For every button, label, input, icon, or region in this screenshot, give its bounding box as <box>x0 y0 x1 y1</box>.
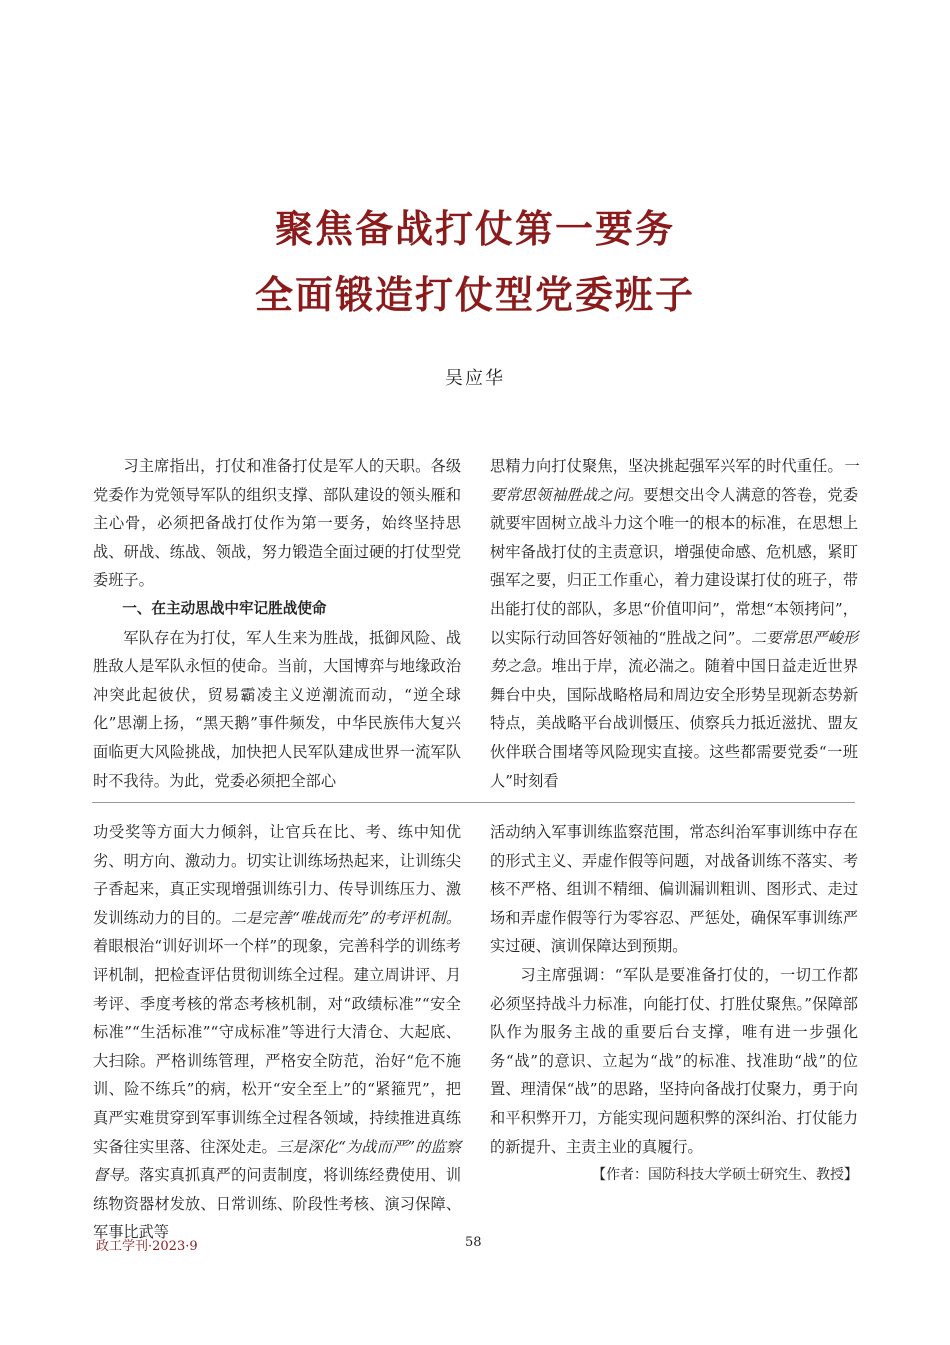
emphasis-text: 二是完善“唯战而先”的考评机制。 <box>230 908 462 927</box>
page-number: 58 <box>465 1235 482 1250</box>
emphasis-text: 二要常思严峻形势之急。 <box>490 628 859 676</box>
text-run: 要想交出令人满意的答卷，党委就要牢固树立战斗力这个唯一的根本的标准，在思想上树牢备战打仗的主责意识，增强使命感、危机感，紧盯强军之要，归正工作重心，着力建设谋打仗的班子，带出能打仗的部队，多思“价值叩问”，常想“本领拷问”，以实际行动回答好领袖的“胜战之问”。 <box>490 485 859 647</box>
section-heading: 一、在主动思战中牢记胜战使命 <box>122 599 327 617</box>
lower-left-column <box>93 818 461 1247</box>
article-title-line1: 聚焦备战打仗第一要务 <box>274 207 675 251</box>
lower-right-column <box>490 818 858 1190</box>
upper-right-column <box>490 452 858 795</box>
upper-left-column <box>93 452 461 795</box>
paragraph <box>93 818 461 1247</box>
paragraph: 习主席指出，打仗和准备打仗是军人的天职。各级党委作为党领导军队的组织支撑、部队建设的领头雁和主心骨，必须把备战打仗作为第一要务，始终坚持思战、研战、练战、领战，努力锻造全面过硬的打仗型党委班子。 <box>93 457 461 590</box>
article-title-line2: 全面锻造打仗型党委班子 <box>254 273 695 317</box>
text-run: 落实真抓真严的问责制度，将训练经费使用、训练物资器材发放、日常训练、阶段性考核、演习保障、军事比武等 <box>93 1166 462 1242</box>
paragraph: 军队存在为打仗，军人生来为胜战，抵御风险、战胜敌人是军队永恒的使命。当前，大国博弈与地缘政治冲突此起彼伏，贸易霸凌主义逆潮流而动，“逆全球化”思潮上扬，“黑天鹅”事件频发，中华民族伟大复兴面临更大风险挑战，加快把人民军队建成世界一流军队时不我待。为此，党委必须把全部心 <box>93 628 461 790</box>
paragraph <box>490 452 858 795</box>
emphasis-text: 一要常思领袖胜战之问。 <box>490 457 858 504</box>
text-run: 着眼根治“训好训坏一个样”的现象，完善科学的训练考评机制，把检查评估贯彻训练全过程。建立周讲评、月考评、季度考核的常态考核机制，对“政绩标准”“安全标准”“生活标准”“守成标准”等进行大清仓、大起底、大扫除。严格训练管理，严格安全防范，治好“危不施训、险不练兵”的病，松开“安全至上”的“紧箍咒”，把真严实难贯穿到军事训练全过程各领域，持续推进真练实备往实里落、往深处走。 <box>93 937 461 1156</box>
author-name: 吴应华 <box>445 368 505 389</box>
text-run: 功受奖等方面大力倾斜，让官兵在比、考、练中知优劣、明方向、激动力。切实让训练场热起来，让训练尖子香起来，真正实现增强训练引力、传导训练压力、激发训练动力的目的。 <box>93 823 461 927</box>
paragraph: 习主席强调：“军队是要准备打仗的，一切工作都必须坚持战斗力标准，向能打仗、打胜仗聚焦。”保障部队作为服务主战的重要后台支撑，唯有进一步强化务“战”的意识、立起为“战”的标准、找准助“战”的位置、理清保“战”的思路，坚持向备战打仗聚力，勇于向和平积弊开刀，方能实现问题积弊的深纠治、打仗能力的新提升、主责主业的真履行。 <box>490 965 858 1156</box>
text-run: 思精力向打仗聚焦，坚决挑起强军兴军的时代重任。 <box>490 457 843 475</box>
paragraph: 活动纳入军事训练监察范围，常态纠治军事训练中存在的形式主义、弄虚作假等问题，对战备训练不落实、考核不严格、组训不精细、偏训漏训粗训、图形式、走过场和弄虚作假等行为零容忍、严惩处，确保军事训练严实过硬、演训保障达到预期。 <box>490 823 858 956</box>
text-run: 堆出于岸，流必湍之。随着中国日益走近世界舞台中央，国际战略格局和周边安全形势呈现新态势新特点，美战略平台战训慑压、侦察兵力抵近滋扰、盟友伙伴联合围堵等风险现实直接。这些都需要党委“一班人”时刻看 <box>490 657 859 790</box>
footer-journal-name: 政工学刊·2023·9 <box>96 1239 198 1254</box>
emphasis-text: 三是深化“为战而严”的监察督导。 <box>93 1137 461 1185</box>
page-divider <box>92 802 855 803</box>
author-note: 【作者：国防科技大学硕士研究生、教授】 <box>592 1167 858 1184</box>
